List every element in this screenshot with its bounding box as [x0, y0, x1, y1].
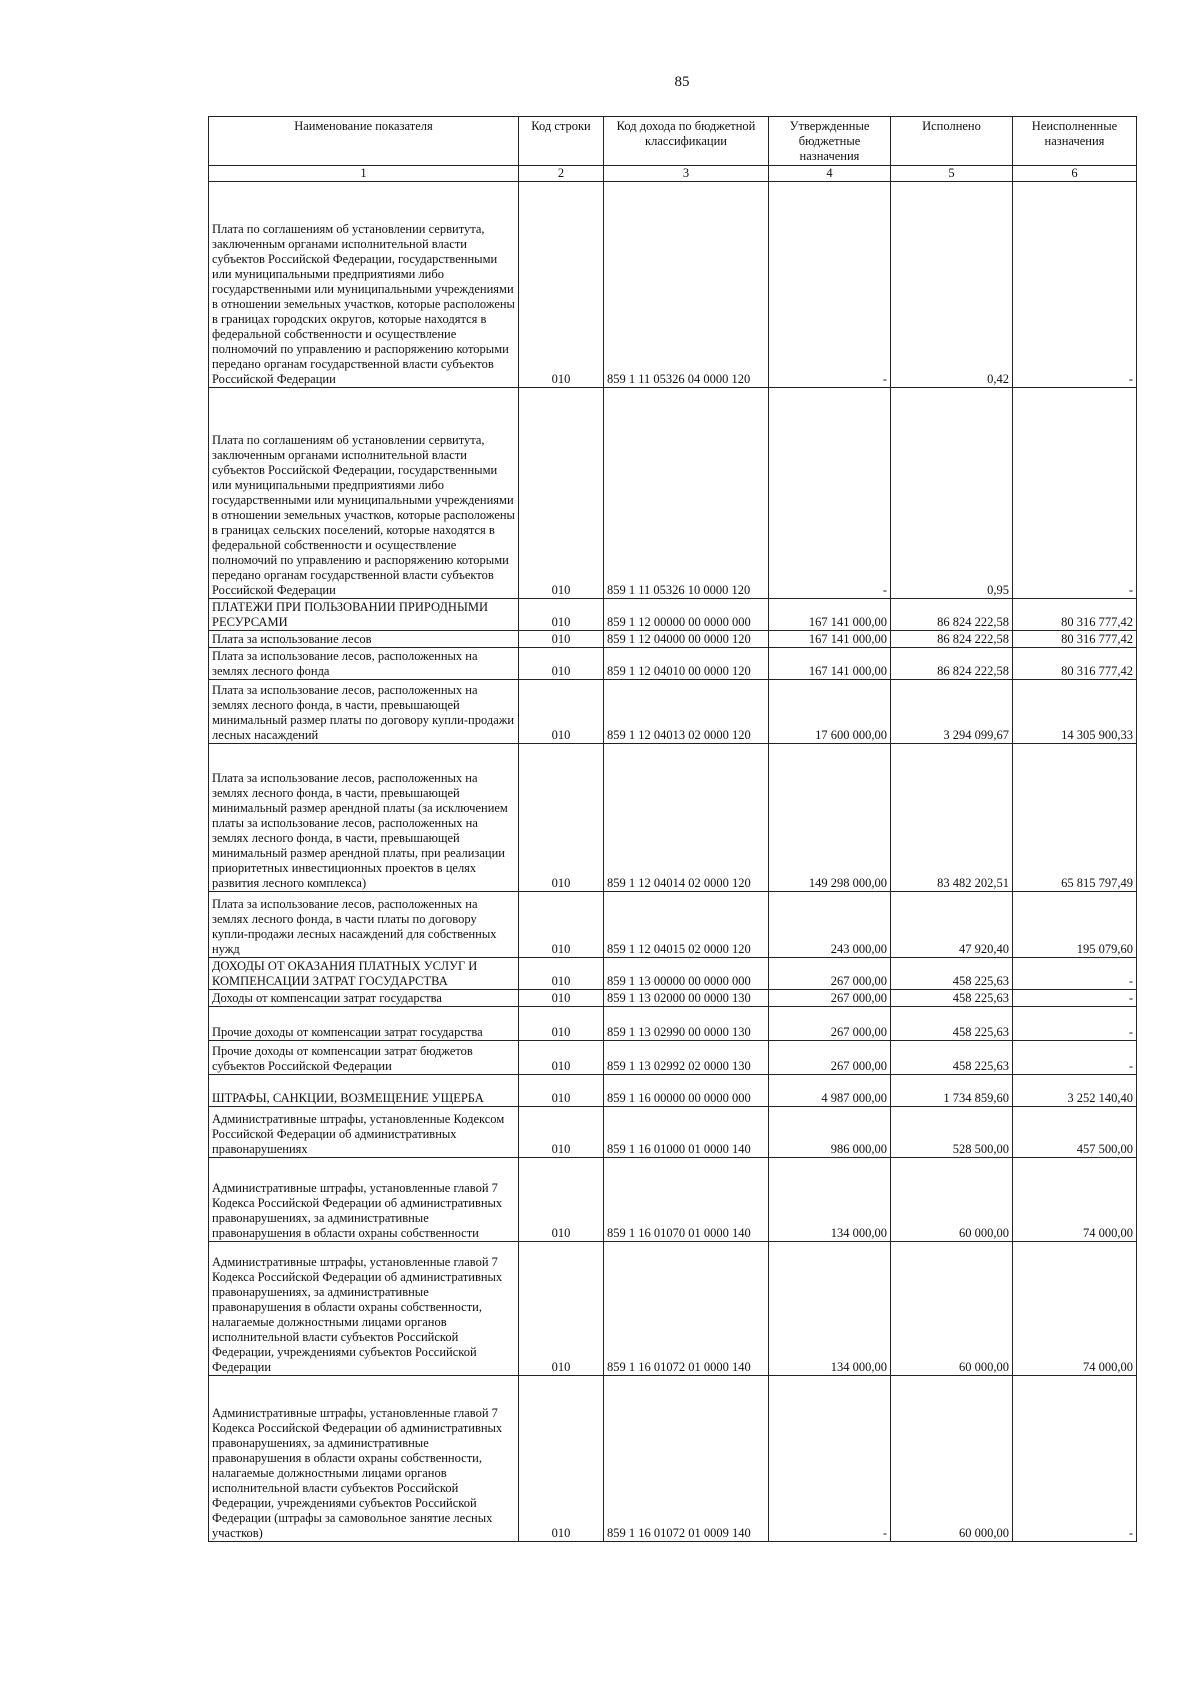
row-line-code: 010 [519, 388, 604, 599]
table-row [209, 892, 1137, 958]
row-line-code: 010 [519, 1007, 604, 1041]
row-unexecuted: 65 815 797,49 [1013, 744, 1137, 892]
row-line-code: 010 [519, 1158, 604, 1242]
column-header-executed: Исполнено [891, 117, 1013, 166]
table-row [209, 680, 1137, 744]
column-number: 5 [891, 166, 1013, 182]
row-kbk: 859 1 11 05326 04 0000 120 [604, 182, 769, 388]
table-row [209, 599, 1137, 631]
column-header-approved: Утвержденные бюджетные назначения [769, 117, 891, 166]
column-header-kbk: Код дохода по бюджетной классификации [604, 117, 769, 166]
row-executed: 0,42 [891, 182, 1013, 388]
row-name: Плата за использование лесов, расположенных на землях лесного фонда, в части, превышающей минимальный размер арендной платы (за исключением платы за использование лесов, расположенных на землях лесного фонда, в части, превышающей минимальный размер арендной платы, при реализации приоритетных инвестиционных проектов в целях развития лесного комплекса) [209, 744, 519, 892]
row-kbk: 859 1 12 04013 02 0000 120 [604, 680, 769, 744]
row-kbk: 859 1 12 04014 02 0000 120 [604, 744, 769, 892]
row-unexecuted: 14 305 900,33 [1013, 680, 1137, 744]
row-unexecuted: - [1013, 1007, 1137, 1041]
row-executed: 458 225,63 [891, 1007, 1013, 1041]
row-kbk: 859 1 12 04015 02 0000 120 [604, 892, 769, 958]
row-unexecuted: 457 500,00 [1013, 1107, 1137, 1158]
row-executed: 86 824 222,58 [891, 599, 1013, 631]
row-kbk: 859 1 16 00000 00 0000 000 [604, 1075, 769, 1107]
row-executed: 47 920,40 [891, 892, 1013, 958]
row-unexecuted: 195 079,60 [1013, 892, 1137, 958]
row-executed: 83 482 202,51 [891, 744, 1013, 892]
row-approved: 267 000,00 [769, 990, 891, 1007]
row-executed: 60 000,00 [891, 1158, 1013, 1242]
row-executed: 3 294 099,67 [891, 680, 1013, 744]
row-kbk: 859 1 13 00000 00 0000 000 [604, 958, 769, 990]
row-approved: 267 000,00 [769, 958, 891, 990]
row-kbk: 859 1 16 01070 01 0000 140 [604, 1158, 769, 1242]
row-approved: 167 141 000,00 [769, 648, 891, 680]
row-approved: 167 141 000,00 [769, 599, 891, 631]
row-line-code: 010 [519, 182, 604, 388]
table-row [209, 1376, 1137, 1542]
row-unexecuted: 80 316 777,42 [1013, 599, 1137, 631]
row-executed: 458 225,63 [891, 990, 1013, 1007]
column-number: 1 [209, 166, 519, 182]
row-name: Доходы от компенсации затрат государства [209, 990, 519, 1007]
row-name: ШТРАФЫ, САНКЦИИ, ВОЗМЕЩЕНИЕ УЩЕРБА [209, 1075, 519, 1107]
row-name: Административные штрафы, установленные главой 7 Кодекса Российской Федерации об административных правонарушениях, за административные правонарушения в области охраны собственности [209, 1158, 519, 1242]
column-number: 3 [604, 166, 769, 182]
row-kbk: 859 1 11 05326 10 0000 120 [604, 388, 769, 599]
row-approved: 243 000,00 [769, 892, 891, 958]
row-executed: 0,95 [891, 388, 1013, 599]
row-line-code: 010 [519, 1376, 604, 1542]
row-approved: 267 000,00 [769, 1007, 891, 1041]
table-row [209, 631, 1137, 648]
row-executed: 528 500,00 [891, 1107, 1013, 1158]
budget-execution-table [208, 116, 1137, 1542]
row-approved: 134 000,00 [769, 1242, 891, 1376]
row-name: Плата за использование лесов, расположенных на землях лесного фонда, в части, превышающей минимальный размер платы по договору купли-продажи лесных насаждений [209, 680, 519, 744]
column-number: 2 [519, 166, 604, 182]
table-row [209, 648, 1137, 680]
table-row [209, 1242, 1137, 1376]
row-unexecuted: 80 316 777,42 [1013, 631, 1137, 648]
table-row [209, 1007, 1137, 1041]
row-approved: 4 987 000,00 [769, 1075, 891, 1107]
row-line-code: 010 [519, 648, 604, 680]
row-executed: 458 225,63 [891, 1041, 1013, 1075]
row-name: ДОХОДЫ ОТ ОКАЗАНИЯ ПЛАТНЫХ УСЛУГ И КОМПЕНСАЦИИ ЗАТРАТ ГОСУДАРСТВА [209, 958, 519, 990]
row-unexecuted: - [1013, 990, 1137, 1007]
column-header-name: Наименование показателя [209, 117, 519, 166]
table-row [209, 958, 1137, 990]
row-kbk: 859 1 16 01072 01 0009 140 [604, 1376, 769, 1542]
row-executed: 86 824 222,58 [891, 648, 1013, 680]
column-number-row [209, 166, 1137, 182]
row-approved: 149 298 000,00 [769, 744, 891, 892]
row-approved: - [769, 182, 891, 388]
row-unexecuted: - [1013, 958, 1137, 990]
row-unexecuted: 80 316 777,42 [1013, 648, 1137, 680]
table-row [209, 1158, 1137, 1242]
row-executed: 60 000,00 [891, 1242, 1013, 1376]
row-unexecuted: 74 000,00 [1013, 1158, 1137, 1242]
row-name: Прочие доходы от компенсации затрат бюджетов субъектов Российской Федерации [209, 1041, 519, 1075]
row-line-code: 010 [519, 744, 604, 892]
table-row [209, 182, 1137, 388]
row-unexecuted: - [1013, 1041, 1137, 1075]
row-line-code: 010 [519, 631, 604, 648]
row-unexecuted: - [1013, 1376, 1137, 1542]
page-number: 85 [674, 74, 690, 90]
row-line-code: 010 [519, 599, 604, 631]
row-approved: 134 000,00 [769, 1158, 891, 1242]
row-kbk: 859 1 16 01000 01 0000 140 [604, 1107, 769, 1158]
row-line-code: 010 [519, 990, 604, 1007]
row-kbk: 859 1 12 04000 00 0000 120 [604, 631, 769, 648]
row-line-code: 010 [519, 1075, 604, 1107]
row-name: ПЛАТЕЖИ ПРИ ПОЛЬЗОВАНИИ ПРИРОДНЫМИ РЕСУРСАМИ [209, 599, 519, 631]
row-kbk: 859 1 13 02992 02 0000 130 [604, 1041, 769, 1075]
row-approved: - [769, 1376, 891, 1542]
table-row [209, 1107, 1137, 1158]
row-unexecuted: 3 252 140,40 [1013, 1075, 1137, 1107]
table-row [209, 388, 1137, 599]
column-number: 4 [769, 166, 891, 182]
row-name: Плата за использование лесов, расположенных на землях лесного фонда, в части платы по договору купли-продажи лесных насаждений для собственных нужд [209, 892, 519, 958]
row-line-code: 010 [519, 892, 604, 958]
column-header-line-code: Код строки [519, 117, 604, 166]
column-number: 6 [1013, 166, 1137, 182]
row-kbk: 859 1 12 04010 00 0000 120 [604, 648, 769, 680]
row-line-code: 010 [519, 958, 604, 990]
table-row [209, 1075, 1137, 1107]
table-header-row [209, 117, 1137, 166]
row-executed: 86 824 222,58 [891, 631, 1013, 648]
row-approved: 167 141 000,00 [769, 631, 891, 648]
row-approved: - [769, 388, 891, 599]
row-unexecuted: - [1013, 182, 1137, 388]
row-executed: 60 000,00 [891, 1376, 1013, 1542]
row-name: Административные штрафы, установленные главой 7 Кодекса Российской Федерации об административных правонарушениях, за административные правонарушения в области охраны собственности, налагаемые должностными лицами органов исполнительной власти субъектов Российской Федерации, учреждениями субъектов Российской Федерации (штрафы за самовольное занятие лесных участков) [209, 1376, 519, 1542]
row-name: Административные штрафы, установленные главой 7 Кодекса Российской Федерации об административных правонарушениях, за административные правонарушения в области охраны собственности, налагаемые должностными лицами органов исполнительной власти субъектов Российской Федерации, учреждениями субъектов Российской Федерации [209, 1242, 519, 1376]
row-line-code: 010 [519, 1041, 604, 1075]
row-approved: 986 000,00 [769, 1107, 891, 1158]
row-name: Прочие доходы от компенсации затрат государства [209, 1007, 519, 1041]
table-row [209, 744, 1137, 892]
row-executed: 1 734 859,60 [891, 1075, 1013, 1107]
row-line-code: 010 [519, 1107, 604, 1158]
row-name: Административные штрафы, установленные Кодексом Российской Федерации об административных правонарушениях [209, 1107, 519, 1158]
row-line-code: 010 [519, 1242, 604, 1376]
row-approved: 17 600 000,00 [769, 680, 891, 744]
row-kbk: 859 1 13 02990 00 0000 130 [604, 1007, 769, 1041]
table-row [209, 990, 1137, 1007]
row-name: Плата за использование лесов [209, 631, 519, 648]
row-unexecuted: 74 000,00 [1013, 1242, 1137, 1376]
row-kbk: 859 1 12 00000 00 0000 000 [604, 599, 769, 631]
row-name: Плата по соглашениям об установлении сервитута, заключенным органами исполнительной власти субъектов Российской Федерации, государственными или муниципальными предприятиями либо государственными или муниципальными учреждениями в отношении земельных участков, которые расположены в границах городских округов, которые находятся в федеральной собственности и осуществление полномочий по управлению и распоряжению которыми передано органам государственной власти субъектов Российской Федерации [209, 182, 519, 388]
row-executed: 458 225,63 [891, 958, 1013, 990]
column-header-unexecuted: Неисполненные назначения [1013, 117, 1137, 166]
row-kbk: 859 1 16 01072 01 0000 140 [604, 1242, 769, 1376]
row-line-code: 010 [519, 680, 604, 744]
row-name: Плата по соглашениям об установлении сервитута, заключенным органами исполнительной власти субъектов Российской Федерации, государственными или муниципальными предприятиями либо государственными или муниципальными учреждениями в отношении земельных участков, которые расположены в границах сельских поселений, которые находятся в федеральной собственности и осуществление полномочий по управлению и распоряжению которыми передано органам государственной власти субъектов Российской Федерации [209, 388, 519, 599]
row-name: Плата за использование лесов, расположенных на землях лесного фонда [209, 648, 519, 680]
row-kbk: 859 1 13 02000 00 0000 130 [604, 990, 769, 1007]
row-approved: 267 000,00 [769, 1041, 891, 1075]
table-row [209, 1041, 1137, 1075]
row-unexecuted: - [1013, 388, 1137, 599]
